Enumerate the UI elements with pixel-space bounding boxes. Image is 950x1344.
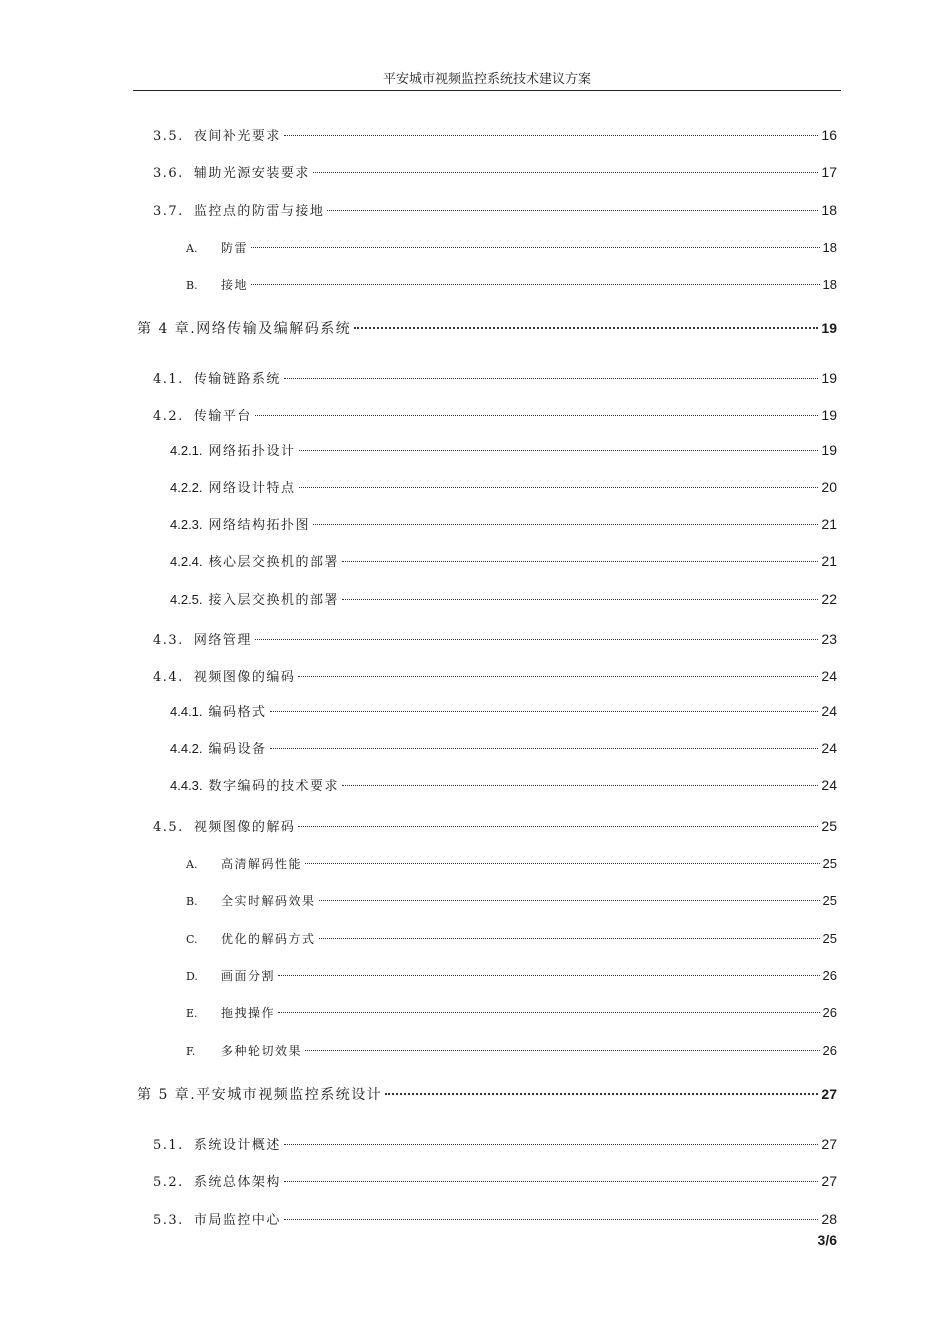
- header-divider: [133, 90, 841, 91]
- toc-entry-page: 20: [821, 479, 837, 495]
- toc-dot-leader: [313, 523, 818, 525]
- toc-entry-label: [186, 929, 316, 950]
- toc-entry-number: 4.2.2.: [170, 480, 203, 495]
- toc-entry-title: 核心层交换机的部署: [208, 555, 340, 570]
- toc-entry-page: 26: [822, 1043, 837, 1058]
- toc-entry-page: 26: [822, 968, 837, 983]
- toc-entry-title: 网络传输及编解码系统: [196, 321, 352, 337]
- toc-entry[interactable]: [153, 1171, 837, 1193]
- toc-dot-leader: [298, 675, 818, 677]
- toc-entry-page: 24: [821, 668, 837, 684]
- toc-entry-number: A.: [186, 242, 198, 255]
- toc-entry-page: 25: [822, 856, 837, 871]
- toc-entry-label: [186, 238, 248, 259]
- toc-entry[interactable]: [170, 551, 837, 573]
- running-header: 平安城市视频监控系统技术建议方案: [382, 72, 591, 87]
- toc-dot-leader: [305, 1049, 820, 1051]
- toc-dot-leader: [319, 899, 820, 901]
- toc-entry-label: [186, 275, 248, 296]
- toc-entry-label: [137, 1085, 382, 1105]
- toc-entry-number: 3.7.: [153, 204, 184, 219]
- toc-entry-number: F.: [186, 1045, 196, 1058]
- page-number: 3/6: [817, 1232, 837, 1248]
- toc-entry-page: 22: [821, 591, 837, 607]
- toc-entry-title: 网络设计特点: [208, 481, 296, 496]
- toc-entry-page: 27: [821, 1086, 837, 1102]
- toc-entry-number: 4.4.: [153, 670, 184, 685]
- toc-entry-label: [170, 552, 339, 573]
- toc-entry[interactable]: [137, 318, 837, 339]
- toc-dot-leader: [284, 1180, 819, 1182]
- toc-dot-leader: [385, 1092, 818, 1095]
- toc-entry-page: 18: [822, 277, 837, 292]
- toc-entry-page: 25: [822, 931, 837, 946]
- toc-entry-number: 4.2.3.: [170, 517, 203, 532]
- toc-dot-leader: [284, 1143, 819, 1145]
- toc-entry-label: [153, 164, 310, 184]
- toc-entry[interactable]: [153, 125, 837, 147]
- toc-entry[interactable]: [153, 405, 837, 427]
- toc-entry-title: 数字编码的技术要求: [208, 779, 340, 794]
- toc-entry-title: 市局监控中心: [193, 1213, 281, 1228]
- toc-dot-leader: [270, 747, 819, 749]
- toc-dot-leader: [299, 486, 819, 488]
- toc-entry-title: 夜间补光要求: [193, 129, 281, 144]
- toc-entry-label: [153, 1136, 281, 1156]
- toc-entry-page: 24: [821, 703, 837, 719]
- toc-entry-label: [170, 478, 296, 499]
- toc-entry-label: [186, 854, 302, 875]
- toc-entry-title: 系统总体架构: [193, 1175, 281, 1190]
- toc-entry-title: 辅助光源安装要求: [193, 166, 310, 181]
- toc-entry-page: 26: [822, 1005, 837, 1020]
- toc-dot-leader: [278, 974, 820, 976]
- toc-entry-page: 16: [821, 127, 837, 143]
- toc-entry-number: 4.2.5.: [170, 592, 203, 607]
- toc-entry-page: 19: [821, 407, 837, 423]
- toc-entry[interactable]: [137, 1084, 837, 1105]
- toc-entry-title: 平安城市视频监控系统设计: [196, 1087, 383, 1103]
- toc-entry-number: 5.1.: [153, 1138, 184, 1153]
- toc-entry-label: [170, 515, 310, 536]
- toc-entry[interactable]: [186, 966, 837, 987]
- toc-entry-title: 编码设备: [208, 742, 267, 757]
- toc-entry-title: 高清解码性能: [221, 857, 303, 871]
- toc-entry[interactable]: [186, 238, 837, 259]
- toc-entry-label: [153, 631, 252, 651]
- toc-entry-title: 接入层交换机的部署: [208, 593, 340, 608]
- toc-entry-label: [153, 370, 281, 390]
- toc-entry-label: [153, 127, 281, 147]
- toc-entry[interactable]: [186, 1003, 837, 1024]
- toc-entry-number: 4.2.1.: [170, 443, 203, 458]
- toc-entry-page: 18: [821, 202, 837, 218]
- toc-entry-title: 传输链路系统: [193, 372, 281, 387]
- toc-entry-number: 4.3.: [153, 633, 184, 648]
- toc-entry-number: 3.5.: [153, 129, 184, 144]
- toc-entry-page: 19: [821, 320, 837, 336]
- toc-entry-title: 网络管理: [193, 633, 252, 648]
- toc-entry-label: [153, 1211, 281, 1231]
- toc-entry[interactable]: [170, 738, 837, 760]
- toc-entry-number: 5.2.: [153, 1175, 184, 1190]
- toc-entry[interactable]: [186, 275, 837, 296]
- toc-entry-number: 4.4.1.: [170, 704, 203, 719]
- toc-dot-leader: [284, 134, 819, 136]
- toc-entry-page: 21: [821, 516, 837, 532]
- toc-entry-page: 19: [821, 442, 837, 458]
- toc-dot-leader: [342, 560, 818, 562]
- toc-entry[interactable]: [170, 775, 837, 797]
- toc-dot-leader: [284, 377, 819, 379]
- toc-entry-label: [153, 1173, 281, 1193]
- toc-entry-title: 传输平台: [193, 409, 252, 424]
- toc-entry-number: 第 4 章.: [137, 321, 197, 337]
- toc-entry-label: [153, 668, 295, 688]
- toc-entry-title: 防雷: [221, 241, 249, 255]
- toc-entry-label: [153, 407, 252, 427]
- toc-entry-title: 编码格式: [208, 705, 267, 720]
- toc-entry[interactable]: [170, 589, 837, 611]
- toc-entry[interactable]: [153, 816, 837, 838]
- toc-dot-leader: [298, 825, 818, 827]
- toc-entry-number: 4.2.4.: [170, 554, 203, 569]
- toc-entry-title: 优化的解码方式: [221, 932, 316, 946]
- toc-entry-label: [153, 818, 295, 838]
- toc-entry-page: 25: [822, 893, 837, 908]
- toc-entry-page: 24: [821, 740, 837, 756]
- toc-entry-page: 24: [821, 777, 837, 793]
- toc-entry-number: 4.2.: [153, 409, 184, 424]
- toc-dot-leader: [255, 638, 819, 640]
- toc-dot-leader: [342, 598, 818, 600]
- toc-dot-leader: [251, 246, 820, 248]
- toc-dot-leader: [305, 862, 820, 864]
- toc-entry-title: 全实时解码效果: [221, 894, 316, 908]
- toc-dot-leader: [299, 449, 819, 451]
- toc-entry[interactable]: [170, 514, 837, 536]
- toc-dot-leader: [251, 283, 820, 285]
- toc-entry-page: 18: [822, 240, 837, 255]
- toc-entry-number: B.: [186, 895, 198, 908]
- toc-dot-leader: [313, 171, 819, 173]
- toc-entry[interactable]: [153, 368, 837, 390]
- toc-entry-label: [186, 1003, 275, 1024]
- toc-entry-page: 19: [821, 370, 837, 386]
- toc-entry-number: 3.6.: [153, 166, 184, 181]
- toc-entry[interactable]: [153, 666, 837, 688]
- toc-entry-title: 监控点的防雷与接地: [193, 204, 325, 219]
- toc-entry-label: [170, 702, 267, 723]
- toc-entry[interactable]: [153, 1134, 837, 1156]
- toc-entry-label: [186, 966, 275, 987]
- toc-entry-page: 21: [821, 553, 837, 569]
- toc-entry[interactable]: [186, 854, 837, 875]
- toc-entry-title: 画面分割: [221, 969, 276, 983]
- toc-entry-label: [170, 590, 339, 611]
- toc-entry-label: [153, 202, 324, 222]
- toc-entry[interactable]: [186, 929, 837, 950]
- toc-entry-page: 17: [821, 164, 837, 180]
- toc-entry-page: 25: [821, 818, 837, 834]
- toc-entry-label: [186, 891, 316, 912]
- toc-entry-number: D.: [186, 970, 198, 983]
- toc-entry-number: B.: [186, 279, 198, 292]
- toc-entry-label: [170, 776, 339, 797]
- toc-entry[interactable]: [153, 200, 837, 222]
- toc-entry[interactable]: [170, 477, 837, 499]
- toc-entry-number: 4.5.: [153, 820, 184, 835]
- toc-entry-label: [137, 319, 351, 339]
- toc-dot-leader: [327, 209, 818, 211]
- toc-entry[interactable]: [153, 162, 837, 184]
- toc-entry-label: [170, 441, 296, 462]
- toc-entry-title: 拖拽操作: [221, 1006, 276, 1020]
- toc-entry-title: 视频图像的编码: [193, 670, 296, 685]
- toc-entry-number: A.: [186, 858, 198, 871]
- toc-entry-number: 4.4.3.: [170, 778, 203, 793]
- toc-entry-number: 第 5 章.: [137, 1087, 197, 1103]
- toc-entry[interactable]: [170, 440, 837, 462]
- toc-entry-title: 网络拓扑设计: [208, 444, 296, 459]
- toc-dot-leader: [255, 414, 819, 416]
- toc-entry-number: 4.4.2.: [170, 741, 203, 756]
- toc-entry-title: 多种轮切效果: [221, 1044, 303, 1058]
- toc-dot-leader: [319, 937, 820, 939]
- toc-entry[interactable]: [153, 629, 837, 651]
- toc-entry-page: 27: [821, 1136, 837, 1152]
- toc-entry[interactable]: [170, 701, 837, 723]
- toc-entry-page: 27: [821, 1173, 837, 1189]
- toc-entry-number: 4.1.: [153, 372, 184, 387]
- toc-entry-number: C.: [186, 933, 198, 946]
- toc-entry[interactable]: [186, 1041, 837, 1062]
- toc-entry[interactable]: [153, 1209, 837, 1231]
- toc-entry-title: 接地: [221, 278, 249, 292]
- toc-dot-leader: [342, 784, 818, 786]
- toc-entry-number: 5.3.: [153, 1213, 184, 1228]
- toc-entry-label: [186, 1041, 302, 1062]
- toc-dot-leader: [284, 1218, 819, 1220]
- toc-entry-title: 系统设计概述: [193, 1138, 281, 1153]
- toc-entry-number: E.: [186, 1007, 198, 1020]
- toc-entry-label: [170, 739, 267, 760]
- toc-entry-page: 28: [821, 1211, 837, 1227]
- toc-entry-title: 网络结构拓扑图: [208, 518, 311, 533]
- toc-dot-leader: [278, 1011, 820, 1013]
- toc-entry-page: 23: [821, 631, 837, 647]
- toc-entry[interactable]: [186, 891, 837, 912]
- toc-entry-title: 视频图像的解码: [193, 820, 296, 835]
- toc-dot-leader: [270, 710, 819, 712]
- toc-dot-leader: [354, 326, 818, 329]
